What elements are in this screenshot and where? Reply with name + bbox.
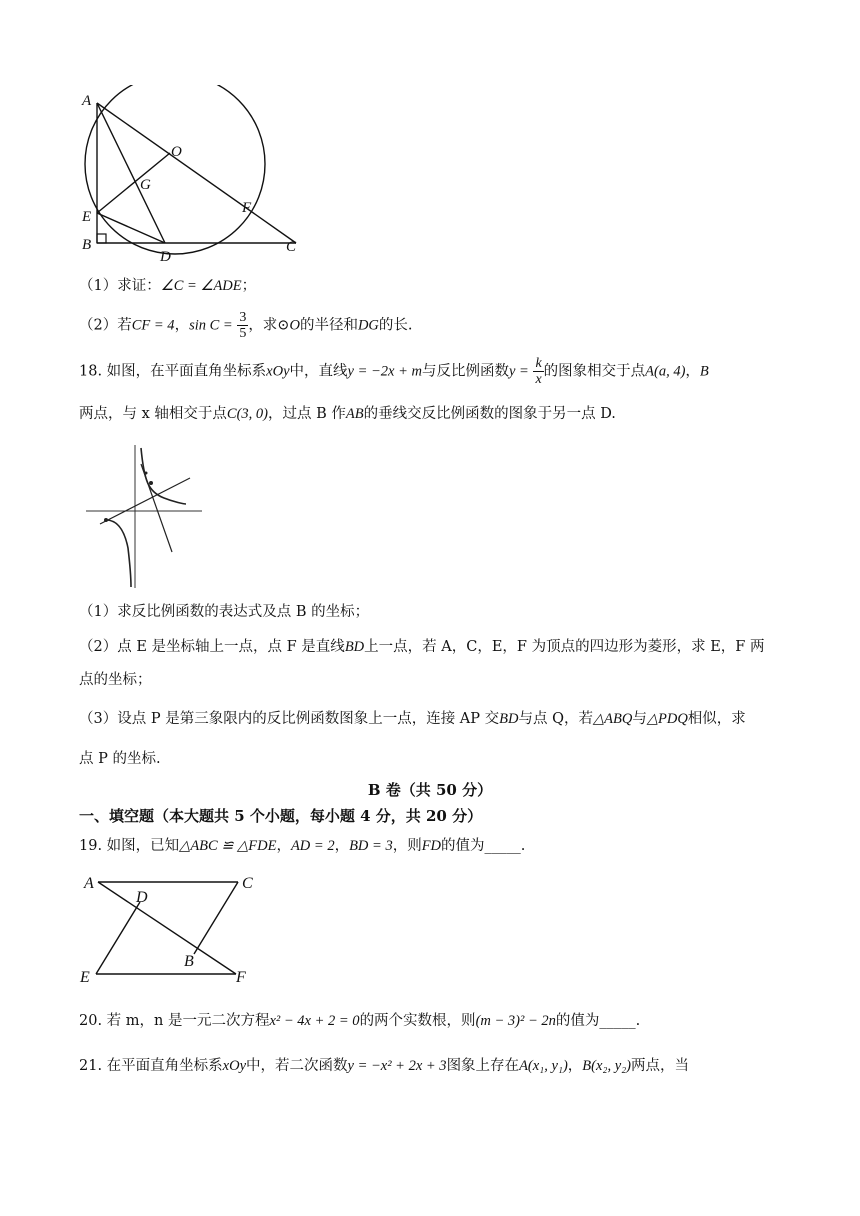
q18-p3-b: 与点 Q，若 (518, 711, 593, 727)
q17-p2-end: 的长. (378, 317, 413, 334)
q18-p2-a: （2）点 E 是坐标轴上一点，点 F 是直线 (79, 639, 345, 655)
q18-p2-b: 上一点，若 A，C，E，F 为顶点的四边形为菱形，求 E，F 两 (364, 639, 765, 655)
line-ac (141, 464, 172, 552)
q18-l1-e: ， (685, 363, 700, 380)
q21-text (79, 1056, 689, 1076)
q18-l1-d: 的图象相交于点 (543, 363, 646, 380)
q17-p1-math: ∠C = ∠ADE (160, 278, 242, 294)
q18-l1-line: y = −2x + m (347, 363, 422, 380)
q19-e: 的值为_____. (441, 838, 526, 854)
q21-point-b: B(x₂, y₂) (582, 1058, 631, 1074)
q19-ad: AD = 2 (290, 838, 335, 854)
right-angle-mark (97, 234, 106, 243)
q17-p2-sin: sin C = (189, 317, 233, 334)
q21-c: 图象上存在 (446, 1058, 520, 1074)
q17-p2-prefix: （2）若 (79, 317, 132, 334)
q17-p2-sep: ， (174, 317, 190, 334)
q18-p2-bd: BD (344, 639, 365, 655)
q18-line2 (79, 404, 616, 424)
q17-p2-numerator: 3 (239, 310, 247, 325)
circle-o (85, 85, 265, 254)
q19-fd: FD (421, 838, 442, 854)
label-b: B (184, 953, 194, 970)
q18-p3-pdq: △PDQ (646, 711, 688, 727)
q19-d: ，则 (392, 838, 422, 854)
q19-c: ， (334, 838, 350, 854)
q18-l1-c: 与反比例函数 (421, 363, 509, 380)
q20-c: 的值为_____. (555, 1013, 641, 1029)
q17-p2-fraction (237, 310, 248, 341)
label-b: B (82, 237, 92, 253)
label-a: A (82, 93, 92, 109)
segment-ad (97, 103, 165, 243)
segment-eo (97, 153, 170, 213)
q19-geometry-figure (76, 868, 266, 988)
q18-p3-c: 与 (632, 711, 647, 727)
label-f: F (236, 969, 246, 986)
q18-line1 (79, 356, 709, 387)
q18-part3 (79, 709, 746, 729)
q20-a: 20. 若 m，n 是一元二次方程 (79, 1013, 270, 1029)
q17-p2-dg: DG (357, 317, 379, 334)
q18-l1-b: 中，直线 (289, 363, 348, 380)
line-bd (100, 478, 190, 524)
q21-a: 21. 在平面直角坐标系 (79, 1058, 223, 1074)
q17-p2-mid: ，求⊙ (248, 317, 290, 334)
label-d: D (160, 249, 171, 265)
q19-bd: BD = 3 (349, 838, 393, 854)
segment-ed (96, 902, 140, 974)
segment-ac (97, 103, 296, 243)
q17-part1 (79, 276, 256, 296)
q18-l1-a: 18. 如图，在平面直角坐标系 (79, 363, 267, 380)
segment-cb (194, 882, 238, 954)
section-b-title: B 卷（共 50 分） (367, 781, 493, 799)
q20-equation: x² − 4x + 2 = 0 (269, 1013, 360, 1029)
label-c: C (242, 875, 253, 892)
q18-part2-cont: 点的坐标； (79, 672, 152, 688)
label-e: E (82, 209, 92, 225)
q21-b: 中，若二次函数 (246, 1058, 348, 1074)
label-d: D (136, 889, 148, 906)
q18-l2-point-c: C(3, 0) (226, 406, 268, 422)
q20-expression: (m − 3)² − 2n (475, 1013, 556, 1029)
q17-p2-denominator: 5 (239, 326, 247, 341)
q18-part3-cont: 点 P 的坐标. (79, 751, 161, 767)
q18-l1-y: y = (508, 363, 529, 380)
q20-text (79, 1011, 640, 1031)
segment-af (98, 882, 236, 974)
q17-geometry-figure (70, 85, 310, 270)
q18-p3-abq: △ABQ (593, 711, 633, 727)
q21-xoy: xOy (222, 1058, 247, 1074)
q18-l1-k: k (535, 356, 542, 371)
q17-p1-prefix: （1）求证： (79, 278, 161, 294)
q17-p2-cf: CF = 4 (131, 317, 175, 334)
q21-point-a: A(x₁, y₁) (519, 1058, 568, 1074)
label-c: C (286, 239, 297, 255)
point-a (149, 481, 153, 485)
q19-congruence: △ABC ≌ △FDE (179, 838, 277, 854)
q19-text (79, 836, 525, 856)
q19-a: 19. 如图，已知 (79, 838, 180, 854)
q17-p2-o: O (289, 317, 300, 334)
hyperbola-branch-3 (106, 520, 131, 587)
q18-graph-figure (84, 440, 212, 592)
point-extra (145, 472, 148, 475)
q17-part2 (79, 310, 413, 341)
q18-part1: （1）求反比例函数的表达式及点 B 的坐标； (79, 604, 370, 620)
q18-l2-c: 的垂线交反比例函数的图象于另一点 D. (363, 406, 616, 422)
q17-p1-suffix: ； (241, 278, 257, 294)
q18-l1-x: x (535, 372, 542, 387)
q19-b: ， (276, 838, 291, 854)
q18-l1-b-label: B (699, 363, 709, 380)
q21-function: y = −x² + 2x + 3 (347, 1058, 447, 1074)
label-e: E (80, 969, 90, 986)
segment-ed (97, 213, 165, 243)
q17-p2-and: 的半径和 (299, 317, 358, 334)
q18-l1-fraction (533, 356, 543, 387)
q21-e: 两点，当 (631, 1058, 689, 1074)
q18-l2-ab: AB (345, 406, 364, 422)
label-o: O (171, 144, 182, 160)
q18-l2-b: ，过点 B 作 (268, 406, 346, 422)
label-f: F (242, 200, 252, 216)
q18-l1-point-a: A(a, 4) (645, 363, 686, 380)
q18-part2 (79, 637, 764, 657)
section-b-heading: 一、填空题（本大题共 5 个小题，每小题 4 分，共 20 分） (79, 807, 483, 825)
q18-p3-a: （3）设点 P 是第三象限内的反比例函数图象上一点，连接 AP 交 (79, 711, 500, 727)
q18-l1-xoy: xOy (266, 363, 290, 380)
q18-l2-a: 两点，与 x 轴相交于点 (79, 406, 227, 422)
label-a: A (84, 875, 94, 892)
q18-p3-d: 相似，求 (687, 711, 746, 727)
point-d (104, 518, 108, 522)
hyperbola-branch-1 (141, 448, 186, 504)
q18-p3-bd: BD (499, 711, 519, 727)
q21-d: ， (567, 1058, 583, 1074)
q20-b: 的两个实数根，则 (359, 1013, 476, 1029)
label-g: G (140, 177, 151, 193)
